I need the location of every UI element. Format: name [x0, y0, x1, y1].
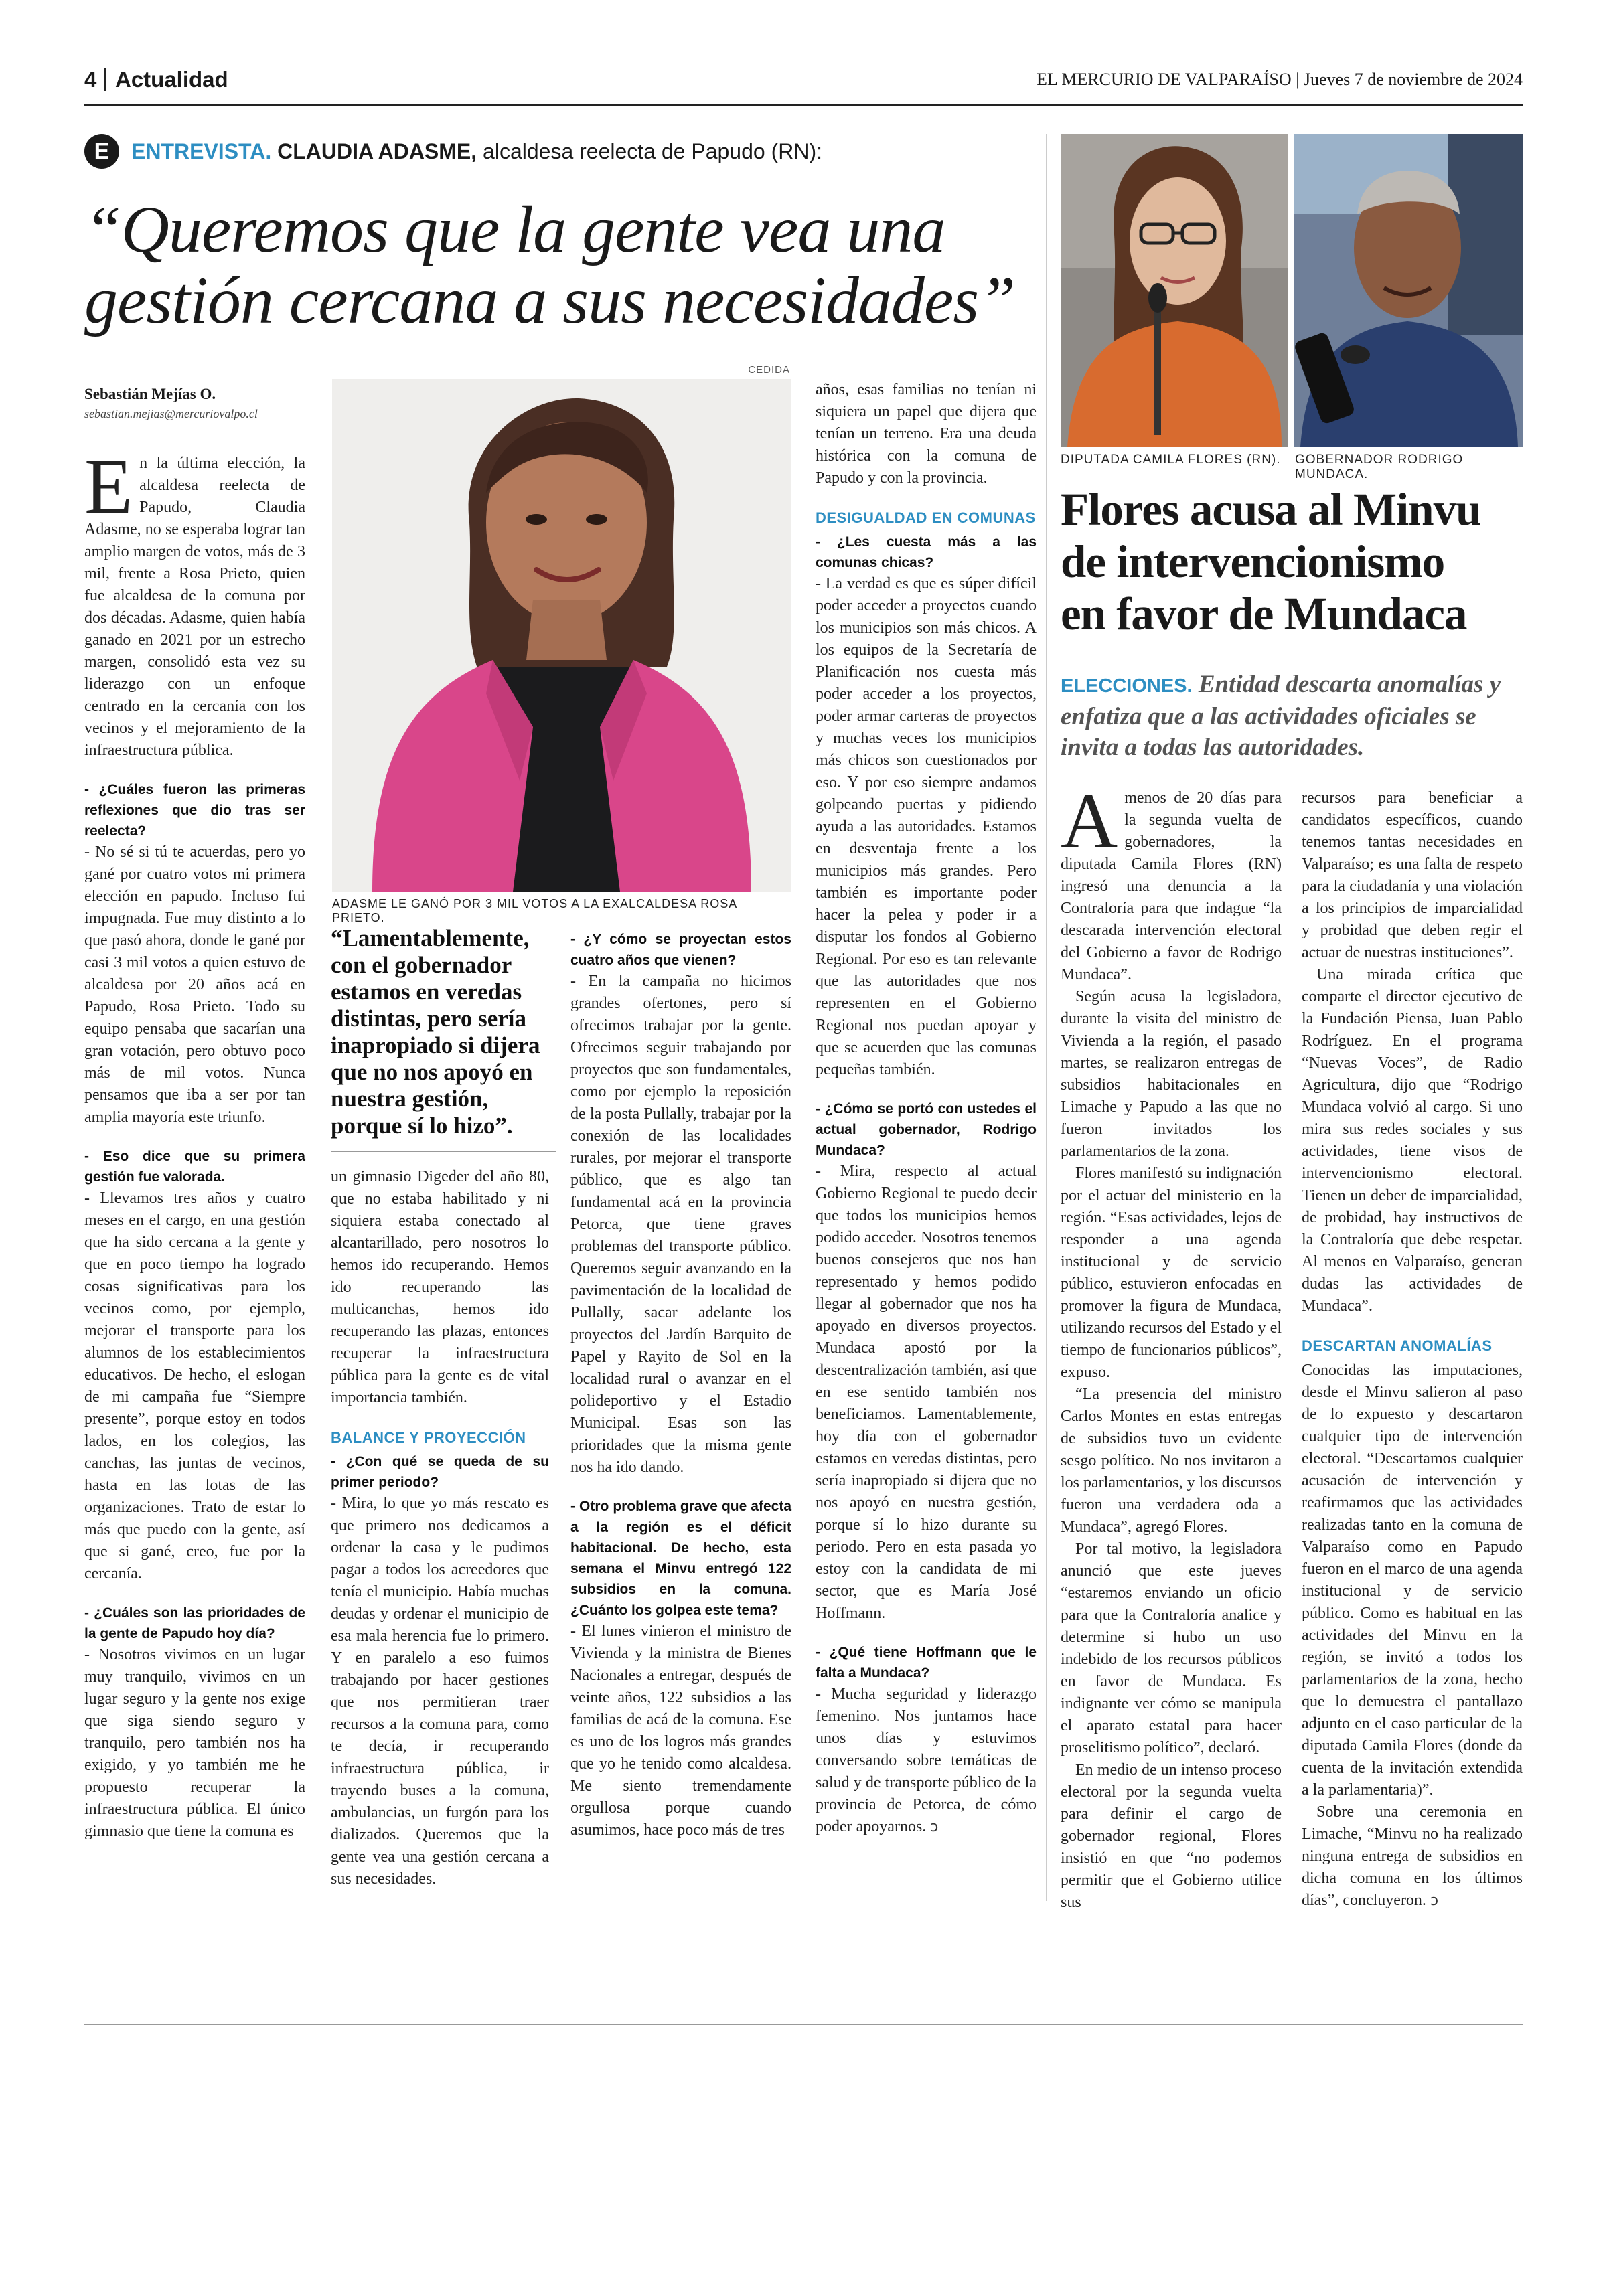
byline — [84, 386, 312, 421]
caption-left: DIPUTADA CAMILA FLORES (RN). — [1061, 453, 1281, 467]
section-heading: DESCARTAN ANOMALÍAS — [1302, 1337, 1493, 1354]
header-divider — [104, 68, 106, 91]
photo-credit: CEDIDA — [748, 364, 790, 376]
side-kicker: ELECCIONES. — [1061, 675, 1193, 697]
answer: - Mucha seguridad y liderazgo femenino. Nos juntamos hace unos días y estuvimos conversando sobre temáticas de salud y de transporte público de la provincia de Petorca, de cómo poder apoyarnos. ↄ — [816, 1686, 1037, 1835]
paragraph: años, esas familias no tenían ni siquiera un papel que dijera que tenían un terreno. Era una deuda histórica con la comuna de Papudo y con la provincia. — [816, 381, 1037, 487]
adasme-photo — [332, 379, 791, 892]
answer: - La verdad es que es súper difícil poder acceder a proyectos cuando los municipios son más chicos. A los equipos de la Secretaría de Planificación nos cuesta más poder acceder a los proyectos, poder armar carteras de proyectos y muchas veces los municipios más chicos son cuestionados por eso. Y por eso siempre andamos golpeando puertas y pidiendo ayuda a las autoridades. Estamos en desventaja frente a los municipios más grandes. Pero también es importante poder hacer la pelea y poder ir a disputar los fondos al Gobierno Regional. Por eso es tan relevante que las autoridades que nos representen en el Gobierno Regional nos puedan apoyar y que se acuerden que las comunas pequeñas también. — [816, 575, 1037, 1078]
question: - ¿Cómo se portó con ustedes el actual gobernador, Rodrigo Mundaca? — [816, 1101, 1037, 1158]
interview-headline — [84, 194, 1062, 336]
side-headline-line-2: de intervencionismo — [1061, 536, 1445, 587]
side-deck — [1061, 669, 1523, 763]
side-headline-line-1: Flores acusa al Minvu — [1061, 484, 1481, 535]
publication-date: Jueves 7 de noviembre de 2024 — [1303, 70, 1523, 89]
side-column-1 — [1061, 777, 1282, 1914]
headline-line-2: gestión cercana a sus necesidades” — [84, 263, 1015, 337]
section-name: Actualidad — [115, 67, 228, 92]
interview-column-2 — [331, 1166, 549, 1890]
question: - ¿Con qué se queda de su primer periodo? — [331, 1454, 549, 1490]
header-rule — [84, 104, 1523, 106]
kicker-label: ENTREVISTA. — [131, 139, 272, 163]
flores-photo — [1061, 134, 1288, 447]
end-mark-icon: ↄ — [930, 1819, 939, 1835]
mundaca-photo — [1294, 134, 1523, 447]
photo-caption: ADASME LE GANÓ POR 3 MIL VOTOS A LA EXALCALDESA ROSA PRIETO. — [332, 897, 737, 924]
answer: - Nosotros vivimos en un lugar muy tranquilo, vivimos en un lugar seguro y la gente nos exige que siga siendo seguro y tranquilo, pero también nos ha exigido, y yo también me he propuesto recuperar la infraestructura pública. El único gimnasio que tiene la comuna es — [84, 1646, 305, 1840]
question: - ¿Les cuesta más a las comunas chicas? — [816, 534, 1037, 570]
header-publication-date: EL MERCURIO DE VALPARAÍSO | Jueves 7 de noviembre de 2024 — [1037, 70, 1523, 89]
side-deck-text: Entidad descarta anomalías y enfatiza que a las actividades oficiales se invita a todas las autoridades. — [1061, 671, 1501, 761]
paragraph: un gimnasio Digeder del año 80, que no estaba habilitado y ni siquiera estaba conectado al alcantarillado, pero nosotros lo hemos ido recuperando. Hemos ido recuperando las multicanchas, hemos ido recuperando las plazas, entonces recuperar la infraestructura pública para la gente es de vital importancia también. — [331, 1168, 549, 1406]
portrait-illustration — [332, 379, 791, 892]
question: - Otro problema grave que afecta a la región es el déficit habitacional. De hecho, esta semana el Minvu entregó 122 subsidios en la comuna. ¿Cuánto los golpea este tema? — [570, 1499, 791, 1618]
caption-right: GOBERNADOR RODRIGO MUNDACA. — [1295, 453, 1464, 481]
drop-cap: E — [84, 442, 133, 530]
column-divider — [1046, 134, 1047, 1901]
lead-paragraph: n la última elección, la alcaldesa reelecta de Papudo, Claudia Adasme, no se esperaba lograr tan amplio margen de votos, más de 3 mil, frente a Rosa Prieto, quien fue alcaldesa de la comuna por dos décadas. Adasme, quien había ganado en 2021 por un estrecho margen, consolidó esta vez su liderazgo con un enfoque centrado en la cercanía con los vecinos y el mejoramiento de la infraestructura pública. — [84, 455, 305, 759]
question: - Eso dice que su primera gestión fue valorada. — [84, 1149, 305, 1185]
question: - ¿Cuáles fueron las primeras reflexiones que dio tras ser reelecta? — [84, 782, 305, 839]
paragraph: En medio de un intenso proceso electoral por la segunda vuelta para definir el cargo de gobernador regional, Flores insistió en que “no podemos permitir que el Gobierno utilice sus — [1061, 1761, 1282, 1911]
interview-column-4 — [816, 379, 1037, 1838]
interview-column-1 — [84, 442, 305, 1843]
kicker-name: CLAUDIA ADASME, — [277, 139, 477, 163]
interview-kicker — [84, 134, 1035, 174]
interview-column-3 — [570, 929, 791, 1841]
end-mark-icon: ↄ — [1430, 1892, 1439, 1909]
answer: - Llevamos tres años y cuatro meses en el cargo, en una gestión que ha sido cercana a la gente y que en poco tiempo ha logrado cosas significativas para los vecinos como, por ejemplo, mejorar el transporte para los alumnos de los establecimientos educativos. De hecho, el eslogan de mi campaña fue “Siempre presente”, porque estoy en todos lados, en los colegios, las canchas, las juntas de vecinos, hasta en las lotas de las organizaciones. Trato de estar lo más que puedo con la gente, así que si gané, creo, fue por la cercanía. — [84, 1190, 305, 1582]
answer: - Mira, respecto al actual Gobierno Regional te puedo decir que todos los municipios hemos podido acceder. Nosotros tenemos buenos consejeros que nos han representado y hemos podido llegar al gobernador que nos ha apoyado en diversos proyectos. Mundaca apostó por la descentralización también, así que en ese sentido también nos beneficiamos. Lamentablemente, hoy día con el gobernador estamos en veredas distintas, pero sería inapropiado si dijera que no nos apoyó en nuestra gestión, porque sí lo hizo durante su periodo. Pero en esta pasada yo estoy con la candidata de mi sector, que es María José Hoffmann. — [816, 1163, 1037, 1622]
answer: - El lunes vinieron el ministro de Vivienda y la ministra de Bienes Nacionales a entregar, después de veinte años, 122 subsidios a las familias de acá de la comuna. Ese es uno de los logros más grandes que yo he tenido como alcaldesa. Me siento tremendamente orgullosa porque cuando asumimos, hace poco más de tres — [570, 1623, 791, 1839]
side-headline-line-3: en favor de Mundaca — [1061, 588, 1467, 639]
author-name: Sebastián Mejías O. — [84, 386, 216, 402]
paragraph: Según acusa la legisladora, durante la visita del ministro de Vivienda a la región, el pasado martes, se realizaron entregas de subsidios habitacionales en Limache y Papudo a las que no fueron invitados los parlamentarios de la zona. — [1061, 988, 1282, 1160]
answer: - Mira, lo que yo más rescato es que primero nos dedicamos a ordenar la casa y le pudimos pagar a todos los acreedores que tenía el municipio. Había muchas deudas y ordenar el municipio de esa mala herencia fue lo primero. Y en paralelo a eso fuimos trabajando por hacer gestiones que nos permitieran traer recursos a la comuna para, como te decía, ir recuperando infraestructura pública, ir trayendo buses a la comuna, ambulancias, un furgón para los dializados. Queremos que la gente vea una gestión cercana a sus necesidades. — [331, 1495, 549, 1888]
paragraph: Sobre una ceremonia en Limache, “Minvu no ha realizado ninguna entrega de subsidios en dicha comuna en los últimos días”, concluyeron. ↄ — [1302, 1803, 1523, 1909]
lead-paragraph: menos de 20 días para la segunda vuelta de gobernadores, la diputada Camila Flores (RN) ingresó una denuncia a la Contraloría para que indague “la descarada intervención electoral del Gobierno a favor de Rodrigo Mundaca”. — [1061, 789, 1282, 983]
headline-line-1: “Queremos que la gente vea una — [84, 192, 945, 266]
author-email: sebastian.mejias@mercuriovalpo.cl — [84, 407, 258, 420]
paragraph: Flores manifestó su indignación por el actuar del ministerio en la región. “Esas actividades, lejos de responder a una agenda institucional y de servicio público, estuvieron enfocadas en promover la figura de Mundaca, utilizando recursos del Estado y el tiempo de funcionarios públicos”, expuso. — [1061, 1165, 1282, 1381]
answer: - No sé si tú te acuerdas, pero yo gané por cuatro votos mi primera elección en papudo. Incluso fui impugnada. Fue muy distinto a lo que pasó ahora, donde le gané por casi 3 mil votos a quien estuvo de alcaldesa por 20 años acá en Papudo, Rosa Prieto. Todo su equipo pensaba que sacarían una gran votación, pero obtuvo poco más de mil votos. Nunca pensamos que iba a ser por tan amplia mayoría este triunfo. — [84, 843, 305, 1126]
pull-quote-rule — [331, 1151, 556, 1152]
mundaca-illustration — [1294, 134, 1523, 447]
kicker-rest: alcaldesa reelecta de Papudo (RN): — [483, 139, 822, 163]
answer: - En la campaña no hicimos grandes ofertones, pero sí ofrecimos trabajar por la gente. Ofrecimos seguir trabajando por proyectos que son fundamentales, como por ejemplo la reposición de la posta Pullally, trabajar por la conexión de las localidades rurales, por mejorar el transporte público, que es algo tan fundamental acá en la provincia Petorca, que tiene graves problemas del transporte público. Queremos seguir avanzando en la pavimentación de la localidad de Pullally, sacar adelante los proyectos del Jardín Barquito de Papel y Rayito de Sol en la localidad rural o avanzar en el polideportivo y el Estadio Municipal. Esas son las prioridades que la misma gente nos ha ido dando. — [570, 973, 791, 1476]
question: - ¿Cuáles son las prioridades de la gente de Papudo hoy día? — [84, 1605, 305, 1641]
question: - ¿Y cómo se proyectan estos cuatro años que vienen? — [570, 932, 791, 968]
pull-quote: “Lamentablemente, con el gobernador estamos en veredas distintas, pero sería inapropiado si dijera que no nos apoyó en nuestra gestión, porque sí lo hizo”. — [331, 925, 556, 1152]
section-heading: BALANCE Y PROYECCIÓN — [331, 1429, 526, 1446]
side-column-2 — [1302, 787, 1523, 1912]
side-headline — [1061, 483, 1523, 640]
question: - ¿Qué tiene Hoffmann que le falta a Mundaca? — [816, 1645, 1037, 1681]
interview-badge: E — [84, 134, 119, 169]
footer-rule — [84, 2024, 1523, 2025]
paragraph: Por tal motivo, la legisladora anunció que este jueves “estaremos enviando un oficio para que la Contraloría analice y determine si hubo un uso indebido de los recursos públicos en favor de Mundaca. Es indignante ver cómo se manipula el aparato estatal para hacer proselitismo político”, declaró. — [1061, 1540, 1282, 1756]
flores-illustration — [1061, 134, 1288, 447]
paragraph: recursos para beneficiar a candidatos específicos, cuando tenemos tantas necesidades en Valparaíso; es una falta de respeto para la ciudadanía y una violación a los principios de imparcialidad y probidad que deben regir el actuar de nuestras instituciones”. — [1302, 789, 1523, 961]
page-number: 4 — [84, 67, 97, 92]
paragraph: Una mirada crítica que comparte el director ejecutivo de la Fundación Piensa, Juan Pablo Rodríguez. En el programa “Nuevas Voces”, de Radio Agricultura, dijo que “Rodrigo Mundaca volvió al cargo. Si uno mira sus redes sociales y sus actividades, tiene visos de intervencionismo electoral. Tienen un deber de imparcialidad, de probidad, hay instructivos de la Contraloría que debe respetar. Al menos en Valparaíso, generan dudas las actividades de Mundaca”. — [1302, 966, 1523, 1315]
paragraph: “La presencia del ministro Carlos Montes en estas entregas de subsidios tuvo un evidente sesgo político. No nos invitaron a los parlamentarios, y los discursos fueron una verdadera oda a Mundaca”, agregó Flores. — [1061, 1386, 1282, 1536]
paragraph: Conocidas las imputaciones, desde el Minvu salieron al paso de lo expuesto y descartaron cualquier tipo de intervención electoral. “Descartamos cualquier acusación de intervención y reafirmamos que las actividades realizadas tanto en la comuna de Valparaíso como en Papudo fueron en el marco de una agenda institucional y de servicio público. Como es habitual en las actividades del Minvu en la región, se invitó a todos los parlamentarios de la zona, hecho que lo demuestra el pantallazo adjunto en el caso particular de la diputada Camila Flores (donde da cuenta de la invitación extendida a la parlamentaria)”. — [1302, 1362, 1523, 1799]
page-header — [84, 64, 1523, 104]
drop-cap: A — [1061, 777, 1118, 865]
section-heading: DESIGUALDAD EN COMUNAS — [816, 509, 1036, 526]
publication-name: EL MERCURIO DE VALPARAÍSO — [1037, 70, 1292, 89]
